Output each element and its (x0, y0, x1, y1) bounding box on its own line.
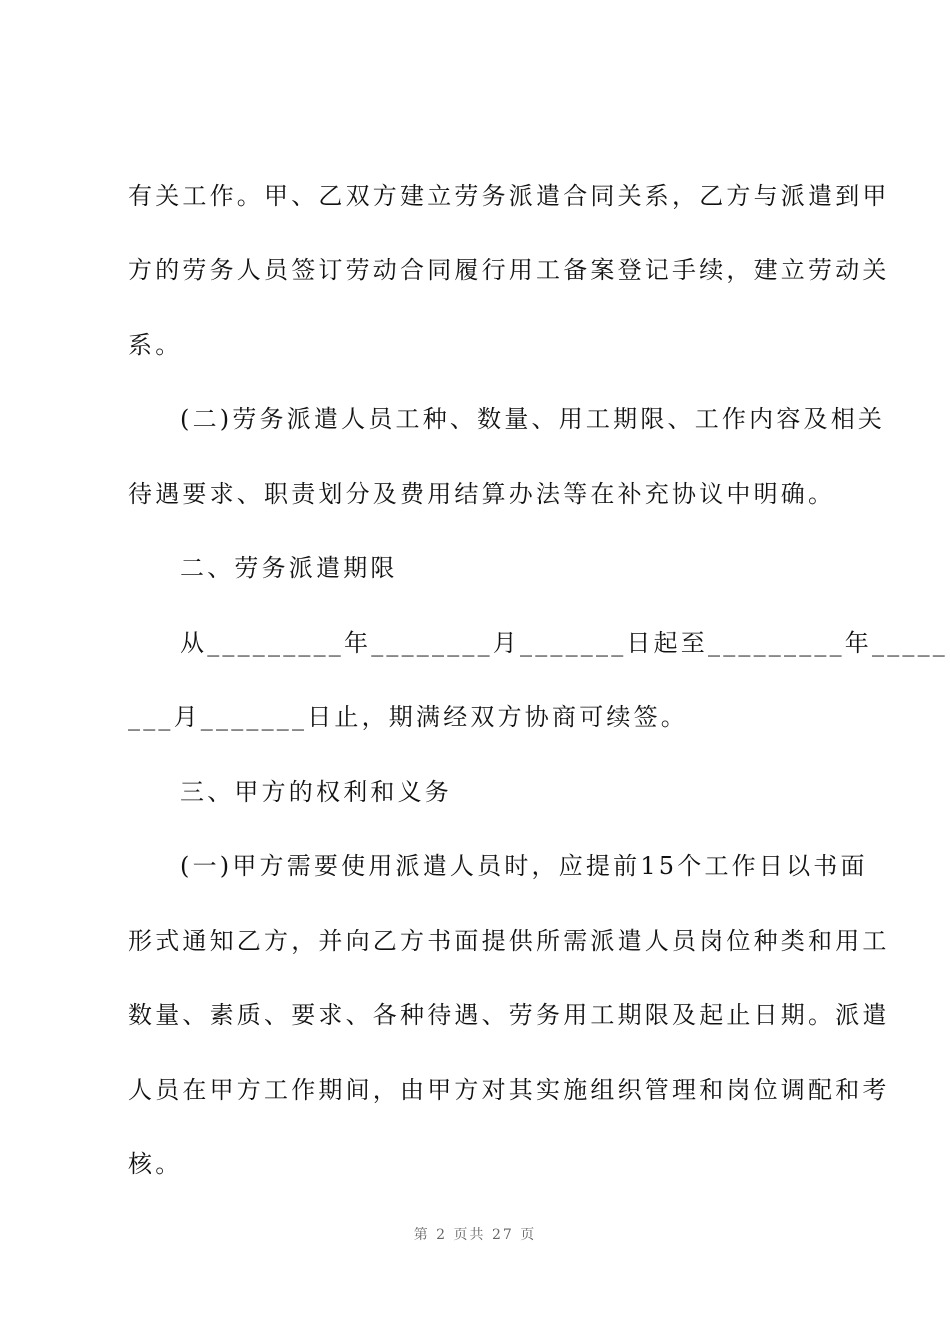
paragraph-line: 待遇要求、职责划分及费用结算办法等在补充协议中明确。 (128, 480, 836, 508)
page-number-footer: 第 2 页共 27 页 (413, 1227, 537, 1243)
paragraph-line: 核。 (128, 1150, 183, 1178)
paragraph-line: 形式通知乙方，并向乙方书面提供所需派遣人员岗位种类和用工 (128, 927, 890, 955)
date-fill-line: ___月_______日止，期满经双方协商可续签。 (128, 703, 688, 731)
paragraph-line: 有关工作。甲、乙双方建立劳务派遣合同关系，乙方与派遣到甲 (128, 182, 890, 210)
date-fill-line: 从_________年________月_______日起至_________年_____ (180, 629, 948, 657)
paragraph-line: 数量、素质、要求、各种待遇、劳务用工期限及起止日期。派遣 (128, 1001, 890, 1029)
paragraph-line: 系。 (128, 331, 183, 359)
paragraph-line: 方的劳务人员签订劳动合同履行用工备案登记手续，建立劳动关 (128, 256, 890, 284)
paragraph-line: (一)甲方需要使用派遣人员时，应提前15个工作日以书面 (180, 852, 868, 880)
section-heading: 二、劳务派遣期限 (180, 554, 398, 582)
paragraph-line: 人员在甲方工作期间，由甲方对其实施组织管理和岗位调配和考 (128, 1076, 890, 1104)
paragraph-line: (二)劳务派遣人员工种、数量、用工期限、工作内容及相关 (180, 405, 886, 433)
section-heading: 三、甲方的权利和义务 (180, 778, 452, 806)
